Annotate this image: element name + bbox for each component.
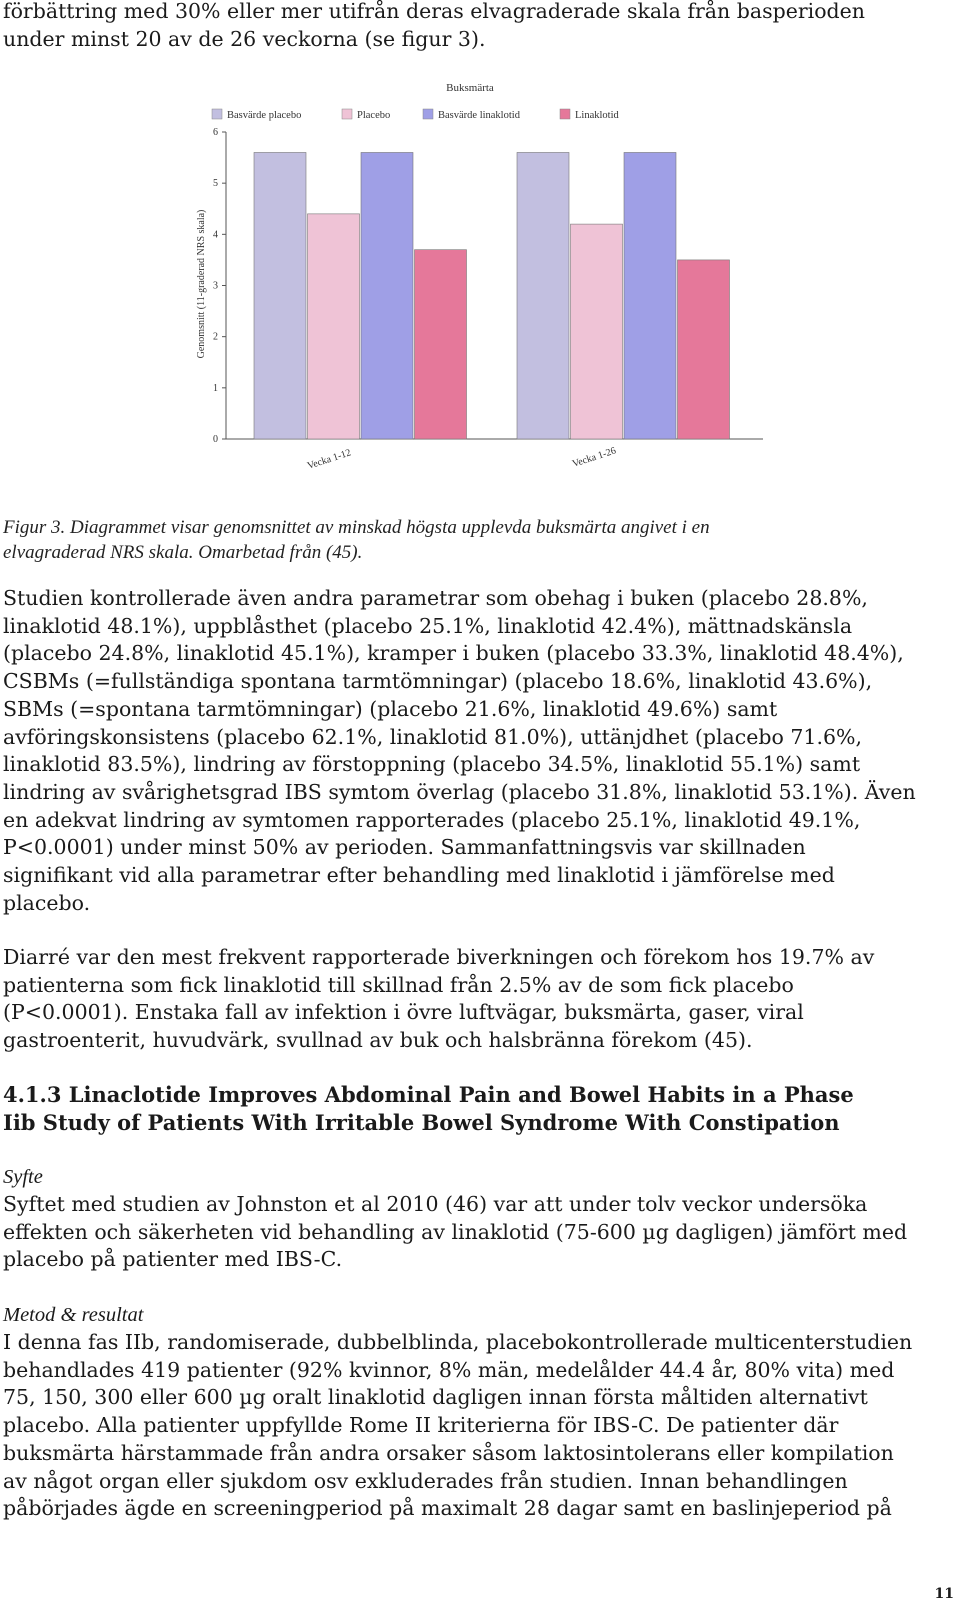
- bar: [415, 250, 467, 439]
- heading-line: 4.1.3 Linaclotide Improves Abdominal Pain and Bowel Habits in a Phase: [3, 1082, 854, 1107]
- y-tick-label: 4: [213, 229, 218, 241]
- bar: [678, 260, 730, 439]
- legend-label: Basvärde placebo: [227, 110, 302, 121]
- text-line: linaklotid 83.5%), lindring av förstoppning (placebo 34.5%, linaklotid 55.1%) samt: [3, 752, 861, 777]
- y-axis-label: Genomsnitt (11-graderad NRS skala): [196, 209, 207, 359]
- bar: [254, 152, 306, 439]
- bar: [517, 152, 569, 439]
- text-line: I denna fas IIb, randomiserade, dubbelblinda, placebokontrollerade multicenterstudien: [3, 1330, 913, 1354]
- heading-line: Iib Study of Patients With Irritable Bowel Syndrome With Constipation: [3, 1110, 840, 1135]
- legend-swatch: [212, 109, 222, 119]
- x-tick-label: Vecka 1-12: [306, 447, 353, 472]
- bar: [361, 152, 413, 439]
- x-tick-label: Vecka 1-26: [571, 445, 618, 470]
- y-tick-label: 3: [213, 280, 218, 292]
- text-line: av något organ eller sjukdom osv exkluderades från studien. Innan behandlingen: [3, 1468, 848, 1493]
- text-line: SBMs (=spontana tarmtömningar) (placebo 21.6%, linaklotid 49.6%) samt: [3, 696, 778, 721]
- text-line: behandlades 419 patienter (92% kvinnor, 8% män, medelålder 44.4 år, 80% vita) med: [3, 1357, 895, 1382]
- text-line: P<0.0001) under minst 50% av perioden. Sammanfattningsvis var skillnaden: [3, 835, 806, 860]
- text-line: förbättring med 30% eller mer utifrån deras elvagraderade skala från basperioden: [3, 0, 866, 23]
- text-line: (placebo 24.8%, linaklotid 45.1%), kramper i buken (placebo 33.3%, linaklotid 48.4%),: [3, 641, 904, 666]
- legend-label: Placebo: [357, 110, 391, 121]
- text-line: patienterna som fick linaklotid till skillnad från 2.5% av de som fick placebo: [3, 972, 794, 997]
- text-line: under minst 20 av de 26 veckorna (se figur 3).: [3, 26, 486, 51]
- y-tick-label: 2: [213, 331, 218, 343]
- results-paragraph: [3, 585, 955, 917]
- y-tick-label: 1: [213, 382, 218, 394]
- bar: [624, 152, 676, 439]
- x-tick-labels: [306, 445, 617, 471]
- chart-legend: [212, 109, 619, 121]
- chart-title: Buksmärta: [446, 82, 494, 94]
- metod-label: Metod & resultat: [3, 1304, 144, 1326]
- legend-swatch: [342, 109, 352, 119]
- bar: [308, 214, 360, 439]
- text-line: påbörjades ägde en screeningperiod på maximalt 28 dagar samt en baslinjeperiod på: [3, 1496, 892, 1521]
- text-line: placebo på patienter med IBS-C.: [3, 1247, 343, 1272]
- text-line: gastroenterit, huvudvärk, svullnad av buk och halsbränna förekom (45).: [3, 1028, 753, 1053]
- y-tick-label: 5: [213, 178, 218, 190]
- chart-bars: [254, 152, 730, 439]
- caption-line: Figur 3. Diagrammet visar genomsnittet av minskad högsta upplevda buksmärta angivet i en: [3, 517, 710, 538]
- legend-label: Linaklotid: [575, 110, 619, 121]
- text-line: 75, 150, 300 eller 600 µg oralt linaklotid dagligen innan första måltiden alternativt: [3, 1385, 868, 1410]
- side-effects-paragraph: [3, 944, 955, 1055]
- legend-swatch: [560, 109, 570, 119]
- text-line: Syftet med studien av Johnston et al 2010 (46) var att under tolv veckor undersöka: [3, 1192, 868, 1216]
- legend-swatch: [423, 109, 433, 119]
- text-line: lindring av svårighetsgrad IBS symtom överlag (placebo 31.8%, linaklotid 53.1%). Även: [3, 779, 916, 804]
- page-number: 11: [934, 1586, 954, 1602]
- caption-line: elvagraderad NRS skala. Omarbetad från (45).: [3, 542, 363, 563]
- section-heading: [3, 1081, 953, 1137]
- text-line: en adekvat lindring av symtomen rapporterades (placebo 25.1%, linaklotid 49.1%,: [3, 807, 861, 832]
- text-line: effekten och säkerheten vid behandling av linaklotid (75-600 µg dagligen) jämfört med: [3, 1219, 908, 1244]
- figure-caption: [3, 515, 943, 565]
- text-line: avföringskonsistens (placebo 62.1%, linaklotid 81.0%), uttänjdhet (placebo 71.6%,: [3, 724, 863, 749]
- intro-paragraph: [3, 0, 955, 53]
- metod-paragraph: [3, 1329, 955, 1523]
- syfte-paragraph: [3, 1191, 955, 1274]
- text-line: signifikant vid alla parametrar efter behandling med linaklotid i jämförelse med: [3, 863, 835, 888]
- text-line: placebo. Alla patienter uppfyllde Rome II kriterierna för IBS-C. De patienter där: [3, 1413, 839, 1438]
- text-line: buksmärta härstammade från andra orsaker såsom laktosintolerans eller kompilation: [3, 1440, 894, 1465]
- text-line: linaklotid 48.1%), uppblåsthet (placebo 25.1%, linaklotid 42.4%), mättnadskänsla: [3, 613, 853, 638]
- text-line: Diarré var den mest frekvent rapporterade biverkningen och förekom hos 19.7% av: [3, 945, 875, 969]
- y-ticks: [213, 127, 226, 445]
- syfte-label: Syfte: [3, 1166, 43, 1188]
- legend-label: Basvärde linaklotid: [438, 110, 520, 121]
- text-line: placebo.: [3, 890, 91, 915]
- bar: [571, 224, 623, 439]
- y-tick-label: 6: [213, 127, 218, 138]
- text-line: (P<0.0001). Enstaka fall av infektion i övre luftvägar, buksmärta, gaser, viral: [3, 1000, 804, 1025]
- text-line: CSBMs (=fullständiga spontana tarmtömningar) (placebo 18.6%, linaklotid 43.6%),: [3, 669, 873, 694]
- abdominal-pain-bar-chart: [190, 74, 770, 484]
- text-line: Studien kontrollerade även andra parametrar som obehag i buken (placebo 28.8%,: [3, 586, 868, 610]
- y-tick-label: 0: [213, 434, 218, 445]
